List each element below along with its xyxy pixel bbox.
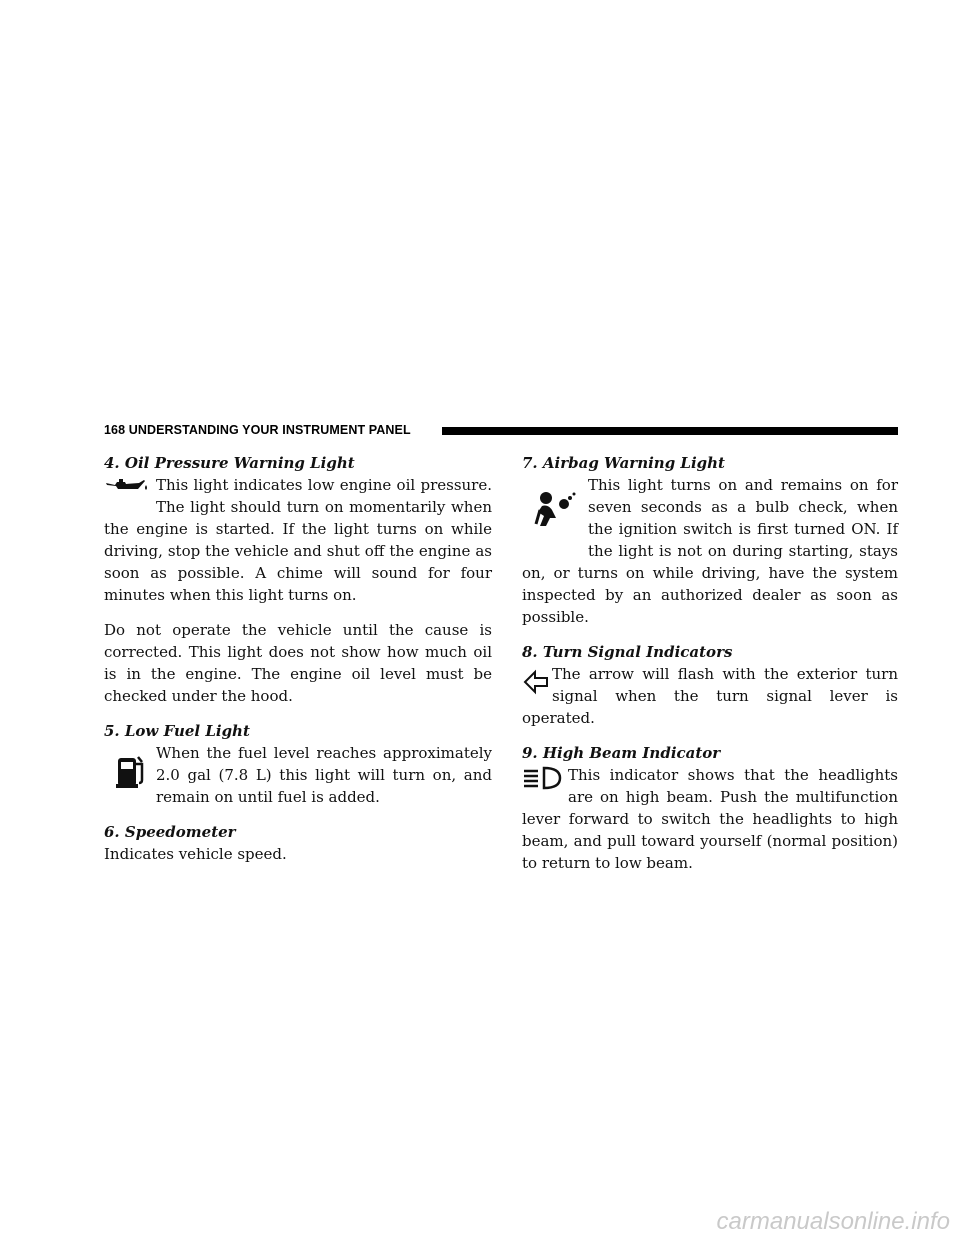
page-number-title: 168 UNDERSTANDING YOUR INSTRUMENT PANEL — [104, 423, 411, 437]
section-heading: 8. Turn Signal Indicators — [522, 643, 733, 661]
left-column — [104, 452, 492, 878]
section-text: Do not operate the vehicle until the cause is corrected. This light does not show how much oil is in the engine. The engine oil level must be checked under the hood. — [104, 621, 492, 705]
high-beam-icon — [522, 766, 564, 792]
speedometer-section — [104, 821, 492, 865]
section-text: Indicates vehicle speed. — [104, 845, 287, 863]
oil-pressure-section — [104, 452, 492, 606]
section-heading: 4. Oil Pressure Warning Light — [104, 454, 355, 472]
turn-arrow-icon — [522, 667, 550, 697]
section-text: This light turns on and remains on for seven seconds as a bulb check, when the ignition switch is first turned ON. If the light is not on during starting, stays on, or turns on while driving, have the system inspected by an authorized dealer as soon as possible. — [522, 476, 898, 626]
section-heading: 6. Speedometer — [104, 823, 236, 841]
section-heading: 7. Airbag Warning Light — [522, 454, 725, 472]
airbag-section — [522, 452, 898, 628]
oil-can-icon — [104, 477, 150, 497]
section-text: When the fuel level reaches approximately 2.0 gal (7.8 L) this light will turn on, and remain on until fuel is added. — [156, 744, 492, 806]
watermark: carmanualsonline.info — [716, 1208, 950, 1235]
turn-signal-section — [522, 641, 898, 729]
section-heading: 5. Low Fuel Light — [104, 722, 250, 740]
right-column — [522, 452, 898, 887]
section-text: This indicator shows that the headlights are on high beam. Push the multifunction lever forward to switch the headlights to high beam, and pull toward yourself (normal position) to return to low beam. — [522, 766, 898, 872]
fuel-pump-icon — [104, 748, 150, 792]
page-header — [104, 420, 898, 442]
section-text: This light indicates low engine oil pressure. The light should turn on momentarily when the engine is started. If the light turns on while driving, stop the vehicle and shut off the engine as soon as possible. A chime will sound for four minutes when this light turns on. — [104, 476, 492, 604]
section-heading: 9. High Beam Indicator — [522, 744, 721, 762]
high-beam-section — [522, 742, 898, 874]
header-rule — [442, 427, 898, 435]
oil-pressure-note — [104, 619, 492, 707]
low-fuel-section — [104, 720, 492, 808]
section-text: The arrow will flash with the exterior turn signal when the turn signal lever is operated. — [522, 665, 898, 727]
airbag-icon — [522, 488, 584, 534]
